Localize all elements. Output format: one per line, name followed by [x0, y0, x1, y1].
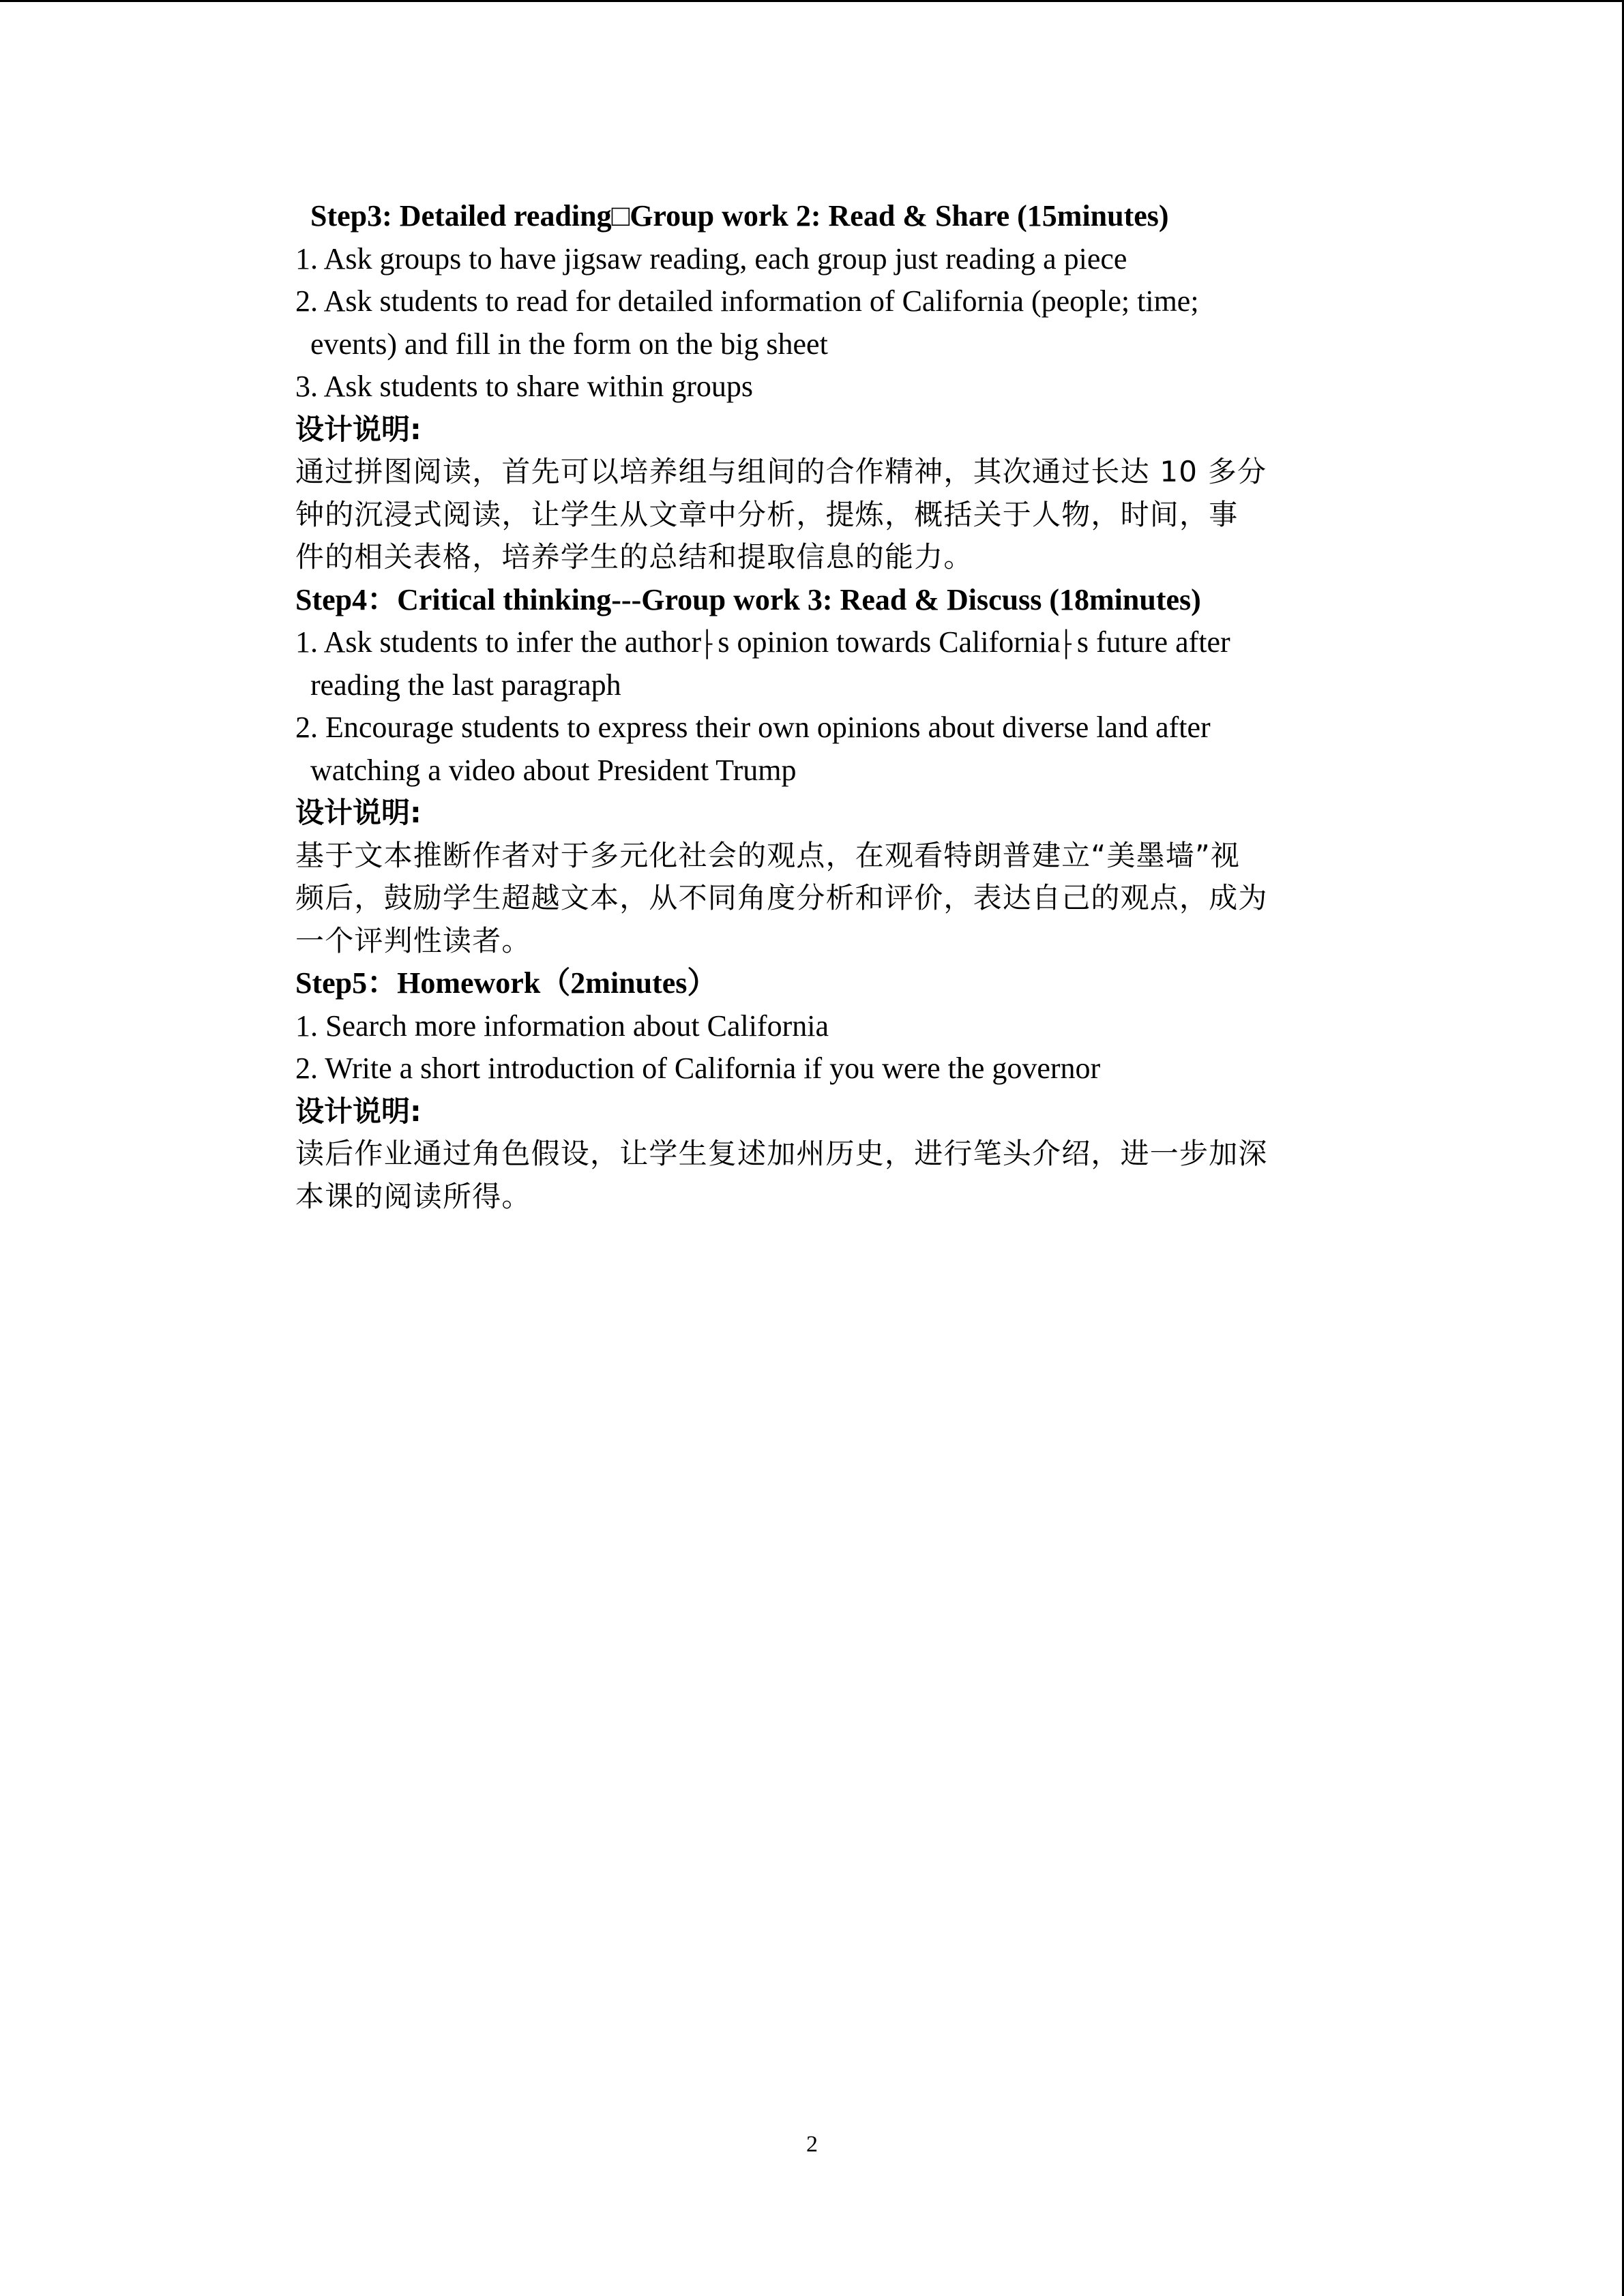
step5-note-line-2: 本课的阅读所得。 [295, 1179, 531, 1213]
step4-item-2: 2. Encourage students to express their own opinions about diverse land after [295, 711, 1211, 744]
step3-item-2-cont: events) and fill in the form on the big sheet [310, 327, 828, 361]
step3-note-line-2: 钟的沉浸式阅读，让学生从文章中分析，提炼，概括关于人物，时间，事 [295, 497, 1239, 531]
step4-item-1: 1. Ask students to infer the author⸠s opinion towards California⸠s future after [295, 625, 1230, 659]
step3-heading: Step3: Detailed reading□Group work 2: Read & Share (15minutes) [310, 199, 1169, 233]
step4-note-line-2: 频后，鼓励学生超越文本，从不同角度分析和评价，表达自己的观点，成为 [295, 881, 1268, 914]
step3-note-line-3: 件的相关表格，培养学生的总结和提取信息的能力。 [295, 540, 973, 573]
document-body [295, 195, 1387, 1218]
step4-heading: Step4：Critical thinking---Group work 3: Read & Discuss (18minutes) [295, 582, 1201, 616]
step5-heading: Step5：Homework（2minutes） [295, 966, 718, 1000]
step3-item-3: 3. Ask students to share within groups [295, 370, 753, 403]
step5-item-2: 2. Write a short introduction of California if you were the governor [295, 1052, 1101, 1085]
step4-note-label: 设计说明: [295, 796, 422, 829]
step5-note-label: 设计说明: [295, 1094, 422, 1128]
step3-item-2: 2. Ask students to read for detailed information of California (people; time; [295, 284, 1199, 318]
step4-note-line-1: 基于文本推断作者对于多元化社会的观点，在观看特朗普建立“美墨墙”视 [295, 838, 1241, 872]
step5-note-line-1: 读后作业通过角色假设，让学生复述加州历史，进行笔头介绍，进一步加深 [295, 1137, 1268, 1170]
step3-item-1: 1. Ask groups to have jigsaw reading, each group just reading a piece [295, 241, 1127, 275]
step4-item-1-cont: reading the last paragraph [310, 668, 621, 702]
page-number: 2 [806, 2132, 818, 2157]
step3-note-line-1: 通过拼图阅读，首先可以培养组与组间的合作精神，其次通过长达 10 多分 [295, 455, 1267, 488]
step4-note-line-3: 一个评判性读者。 [295, 923, 531, 957]
step5-item-1: 1. Search more information about California [295, 1009, 829, 1043]
page-border-top [0, 0, 1624, 2]
step3-note-label: 设计说明: [295, 412, 422, 446]
step4-item-2-cont: watching a video about President Trump [310, 753, 797, 787]
